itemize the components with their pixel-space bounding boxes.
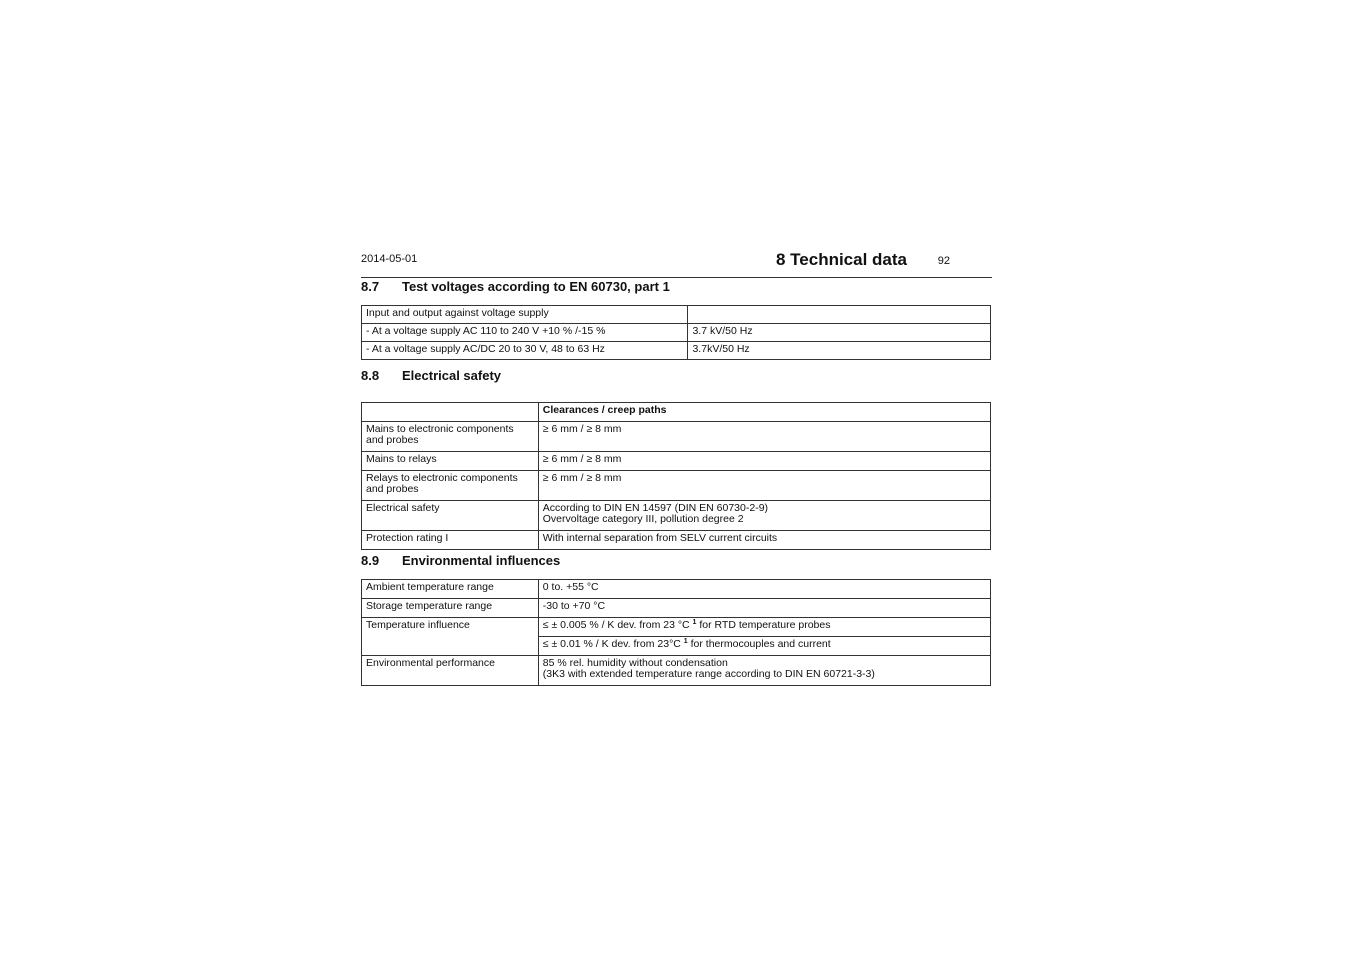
table-row [362,580,991,599]
table-cell: Storage temperature range [362,599,539,618]
table-row [362,531,991,550]
table-row [362,422,991,452]
section-8-8-heading: 8.8 Electrical safety [361,368,502,383]
document-page [361,250,992,680]
table-cell: Ambient temperature range [362,580,539,599]
table-cell: 3.7 kV/50 Hz [688,324,991,342]
table-row [362,599,991,618]
table-cell: - At a voltage supply AC 110 to 240 V +10 % /-15 % [362,324,688,342]
table-row [362,471,991,501]
electrical-safety-table [361,402,991,550]
table-cell: ≥ 6 mm / ≥ 8 mm [538,422,990,452]
chapter-title: 8 Technical data [775,250,907,269]
table-cell: 0 to. +55 °C [538,580,990,599]
table-cell [362,403,539,422]
table-cell: Mains to relays [362,452,539,471]
table-row [362,656,991,686]
section-8-9-heading: 8.9 Environmental influences [361,553,561,568]
table-cell: Relays to electronic components and probes [362,471,539,501]
table-row [362,501,991,531]
table-cell: With internal separation from SELV current circuits [538,531,990,550]
table-cell: Electrical safety [362,501,539,531]
table-cell: Environmental performance [362,656,539,686]
table-cell: 85 % rel. humidity without condensation (3K3 with extended temperature range according to DIN EN 60721-3-3) [538,656,990,686]
table-cell: Protection rating I [362,531,539,550]
table-cell: ≥ 6 mm / ≥ 8 mm [538,471,990,501]
table-cell: Temperature influence [362,618,539,656]
page-header [361,250,992,278]
table-row [362,324,991,342]
page-number: 92 [937,255,950,267]
table-cell: ≥ 6 mm / ≥ 8 mm [538,452,990,471]
table-cell: ≤ ± 0.005 % / K dev. from 23 °C $^1$ for RTD temperature probes [538,618,990,637]
test-voltages-table [361,305,991,360]
table-cell: Mains to electronic components and probes [362,422,539,452]
table-cell: ≤ ± 0.01 % / K dev. from 23°C $^1$ for thermocouples and current [538,637,990,656]
table-header-cell: Clearances / creep paths [538,403,990,422]
table-cell: 3.7kV/50 Hz [688,342,991,360]
table-cell: - At a voltage supply AC/DC 20 to 30 V, 48 to 63 Hz [362,342,688,360]
table-cell: -30 to +70 °C [538,599,990,618]
section-8-7-heading: 8.7 Test voltages according to EN 60730, part 1 [361,279,670,294]
table-row [362,618,991,637]
table-row [362,452,991,471]
table-row [362,342,991,360]
table-cell [688,306,991,324]
table-header-row [362,403,991,422]
table-cell: According to DIN EN 14597 (DIN EN 60730-2-9) Overvoltage category III, pollution degree 2 [538,501,990,531]
environmental-influences-table [361,579,991,686]
header-date: 2014-05-01 [361,253,418,265]
table-cell: Input and output against voltage supply [362,306,688,324]
table-row [362,306,991,324]
